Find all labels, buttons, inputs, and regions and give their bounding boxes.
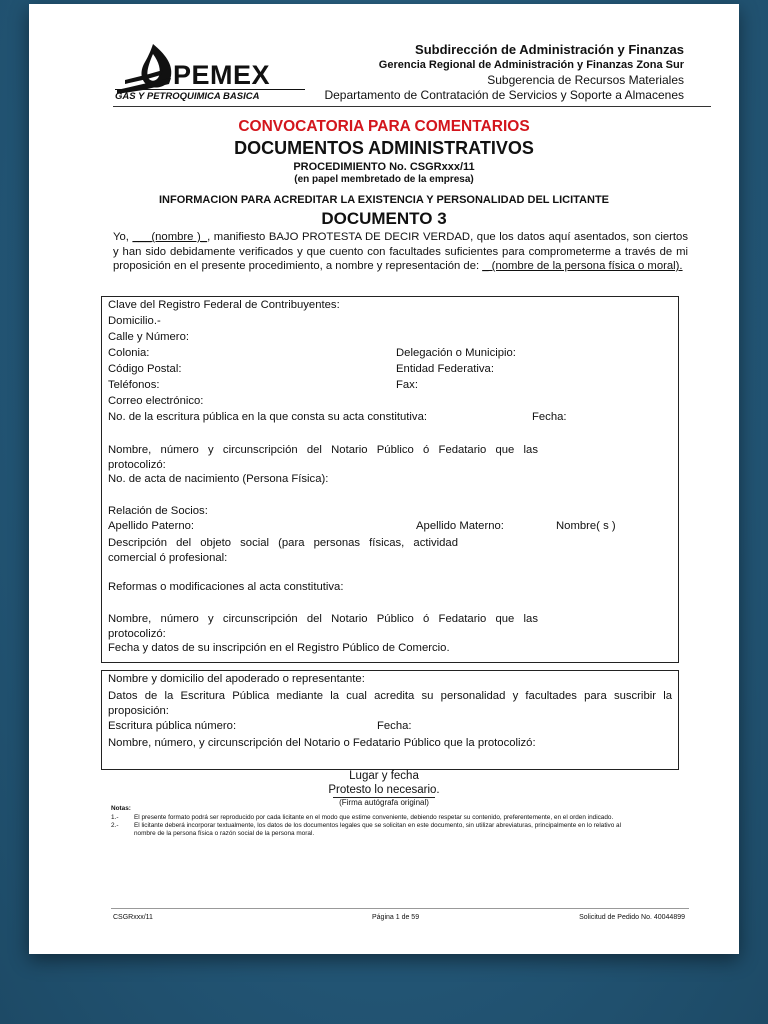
fax-label: Fax: bbox=[396, 379, 418, 391]
docs-title: DOCUMENTOS ADMINISTRATIVOS bbox=[234, 138, 534, 158]
materno-label: Apellido Materno: bbox=[416, 520, 504, 532]
domicilio-label: Domicilio.- bbox=[108, 315, 161, 327]
delegacion-label: Delegación o Municipio: bbox=[396, 347, 516, 359]
fecha-label: Fecha: bbox=[532, 411, 567, 423]
socios-label: Relación de Socios: bbox=[108, 505, 208, 517]
logo-subtitle: GAS Y PETROQUIMICA BASICA bbox=[115, 89, 305, 102]
cp-label: Código Postal: bbox=[108, 363, 182, 375]
name-blank: ___(nombre )_ bbox=[132, 231, 208, 243]
notes-title: Notas: bbox=[111, 805, 131, 812]
objeto-label: Descripción del objeto social (para personas físicas, actividad comercial ó profesional: bbox=[108, 537, 458, 564]
notario2-label: Nombre, número y circunscripción del Notario Público ó Fedatario que las protocolizó: bbox=[108, 613, 538, 640]
call-title: CONVOCATORIA PARA COMENTARIOS bbox=[238, 118, 530, 135]
note-2-text-cont: nombre de la persona física o razón social de la persona moral. bbox=[134, 830, 315, 837]
notario-label: Nombre, número y circunscripción del Notario Público ó Fedatario que las protocolizó: bbox=[108, 444, 538, 471]
reformas-label: Reformas o modificaciones al acta constitutiva: bbox=[108, 581, 344, 593]
note-2-number: 2.- bbox=[111, 822, 119, 829]
representative-box bbox=[101, 670, 679, 770]
entidad-label: Entidad Federativa: bbox=[396, 363, 494, 375]
rfc-label: Clave del Registro Federal de Contribuyentes: bbox=[108, 299, 340, 311]
registro-label: Fecha y datos de su inscripción en el Registro Público de Comercio. bbox=[108, 642, 450, 654]
note-1-text: El presente formato podrá ser reproducido por cada licitante en el modo que estime conveniente, debiendo respetar su contenido, preferentemente, en el orden indicado. bbox=[134, 814, 614, 821]
notario-fedatario-label: Nombre, número, y circunscripción del Notario o Fedatario Público que la protocolizó: bbox=[108, 737, 536, 749]
note-2-text: El licitante deberá incorporar textualmente, los datos de los documentos legales que se solicitan en este documento, sin utilizar abreviaturas, principalmente en lo relativo al bbox=[134, 822, 622, 829]
footer-page: Página 1 de 59 bbox=[372, 914, 420, 921]
calle-label: Calle y Número: bbox=[108, 331, 189, 343]
company-data-box bbox=[101, 296, 679, 663]
entity-blank: _ (nombre de la persona física o moral). bbox=[482, 260, 683, 272]
intro-paragraph bbox=[113, 230, 688, 274]
header-line-4: Departamento de Contratación de Servicios y Soporte a Almacenes bbox=[324, 88, 684, 102]
logo-brand: PEMEX bbox=[173, 60, 271, 90]
correo-label: Correo electrónico: bbox=[108, 395, 204, 407]
header-line-3: Subgerencia de Recursos Materiales bbox=[487, 73, 684, 87]
escritura-numero-label: Escritura pública número: bbox=[108, 720, 237, 732]
procedure-number: PROCEDIMIENTO No. CSGRxxx/11 bbox=[293, 161, 475, 173]
intro-yo: Yo, bbox=[113, 231, 129, 243]
paterno-label: Apellido Paterno: bbox=[108, 520, 195, 532]
footer-right: Solicitud de Pedido No. 40044899 bbox=[579, 914, 685, 921]
header-line-1: Subdirección de Administración y Finanzas bbox=[415, 42, 684, 57]
telefonos-label: Teléfonos: bbox=[108, 379, 160, 391]
document-page bbox=[29, 4, 739, 954]
info-heading: INFORMACION PARA ACREDITAR LA EXISTENCIA Y PERSONALIDAD DEL LICITANTE bbox=[159, 194, 609, 206]
protest-text: Protesto lo necesario. bbox=[328, 784, 440, 796]
escritura-fecha-label: Fecha: bbox=[377, 720, 412, 732]
signature-caption: (Firma autógrafa original) bbox=[333, 797, 435, 807]
datos-label: Datos de la Escritura Pública mediante la cual acredita su personalidad y facultades para suscribir la proposición: bbox=[108, 690, 672, 717]
note-2 bbox=[111, 822, 691, 830]
nombres-label: Nombre( s ) bbox=[556, 520, 616, 532]
colonia-label: Colonia: bbox=[108, 347, 150, 359]
note-1 bbox=[111, 814, 691, 822]
paper-note: (en papel membretado de la empresa) bbox=[294, 174, 474, 185]
footer-divider bbox=[111, 908, 689, 909]
place-date: Lugar y fecha bbox=[349, 770, 419, 782]
acta-label: No. de acta de nacimiento (Persona Física): bbox=[108, 473, 329, 485]
footer-left: CSGRxxx/11 bbox=[113, 914, 153, 921]
header-divider bbox=[113, 106, 711, 107]
apoderado-label: Nombre y domicilio del apoderado o representante: bbox=[108, 673, 365, 685]
intro-text: , manifiesto BAJO PROTESTA DE DECIR VERDAD, que los datos aquí asentados, son ciertos y han sido debidamente verificados y que cuento con facultades suficientes para comprometerme a través de mi proposición en el presente procedimiento, a nombre y representación de: bbox=[113, 231, 688, 272]
header-line-2: Gerencia Regional de Administración y Finanzas Zona Sur bbox=[378, 59, 684, 71]
escritura-label: No. de la escritura pública en la que consta su acta constitutiva: bbox=[108, 411, 428, 423]
note-2-continued bbox=[111, 830, 691, 838]
document-title: DOCUMENTO 3 bbox=[321, 209, 447, 228]
note-1-number: 1.- bbox=[111, 814, 119, 821]
